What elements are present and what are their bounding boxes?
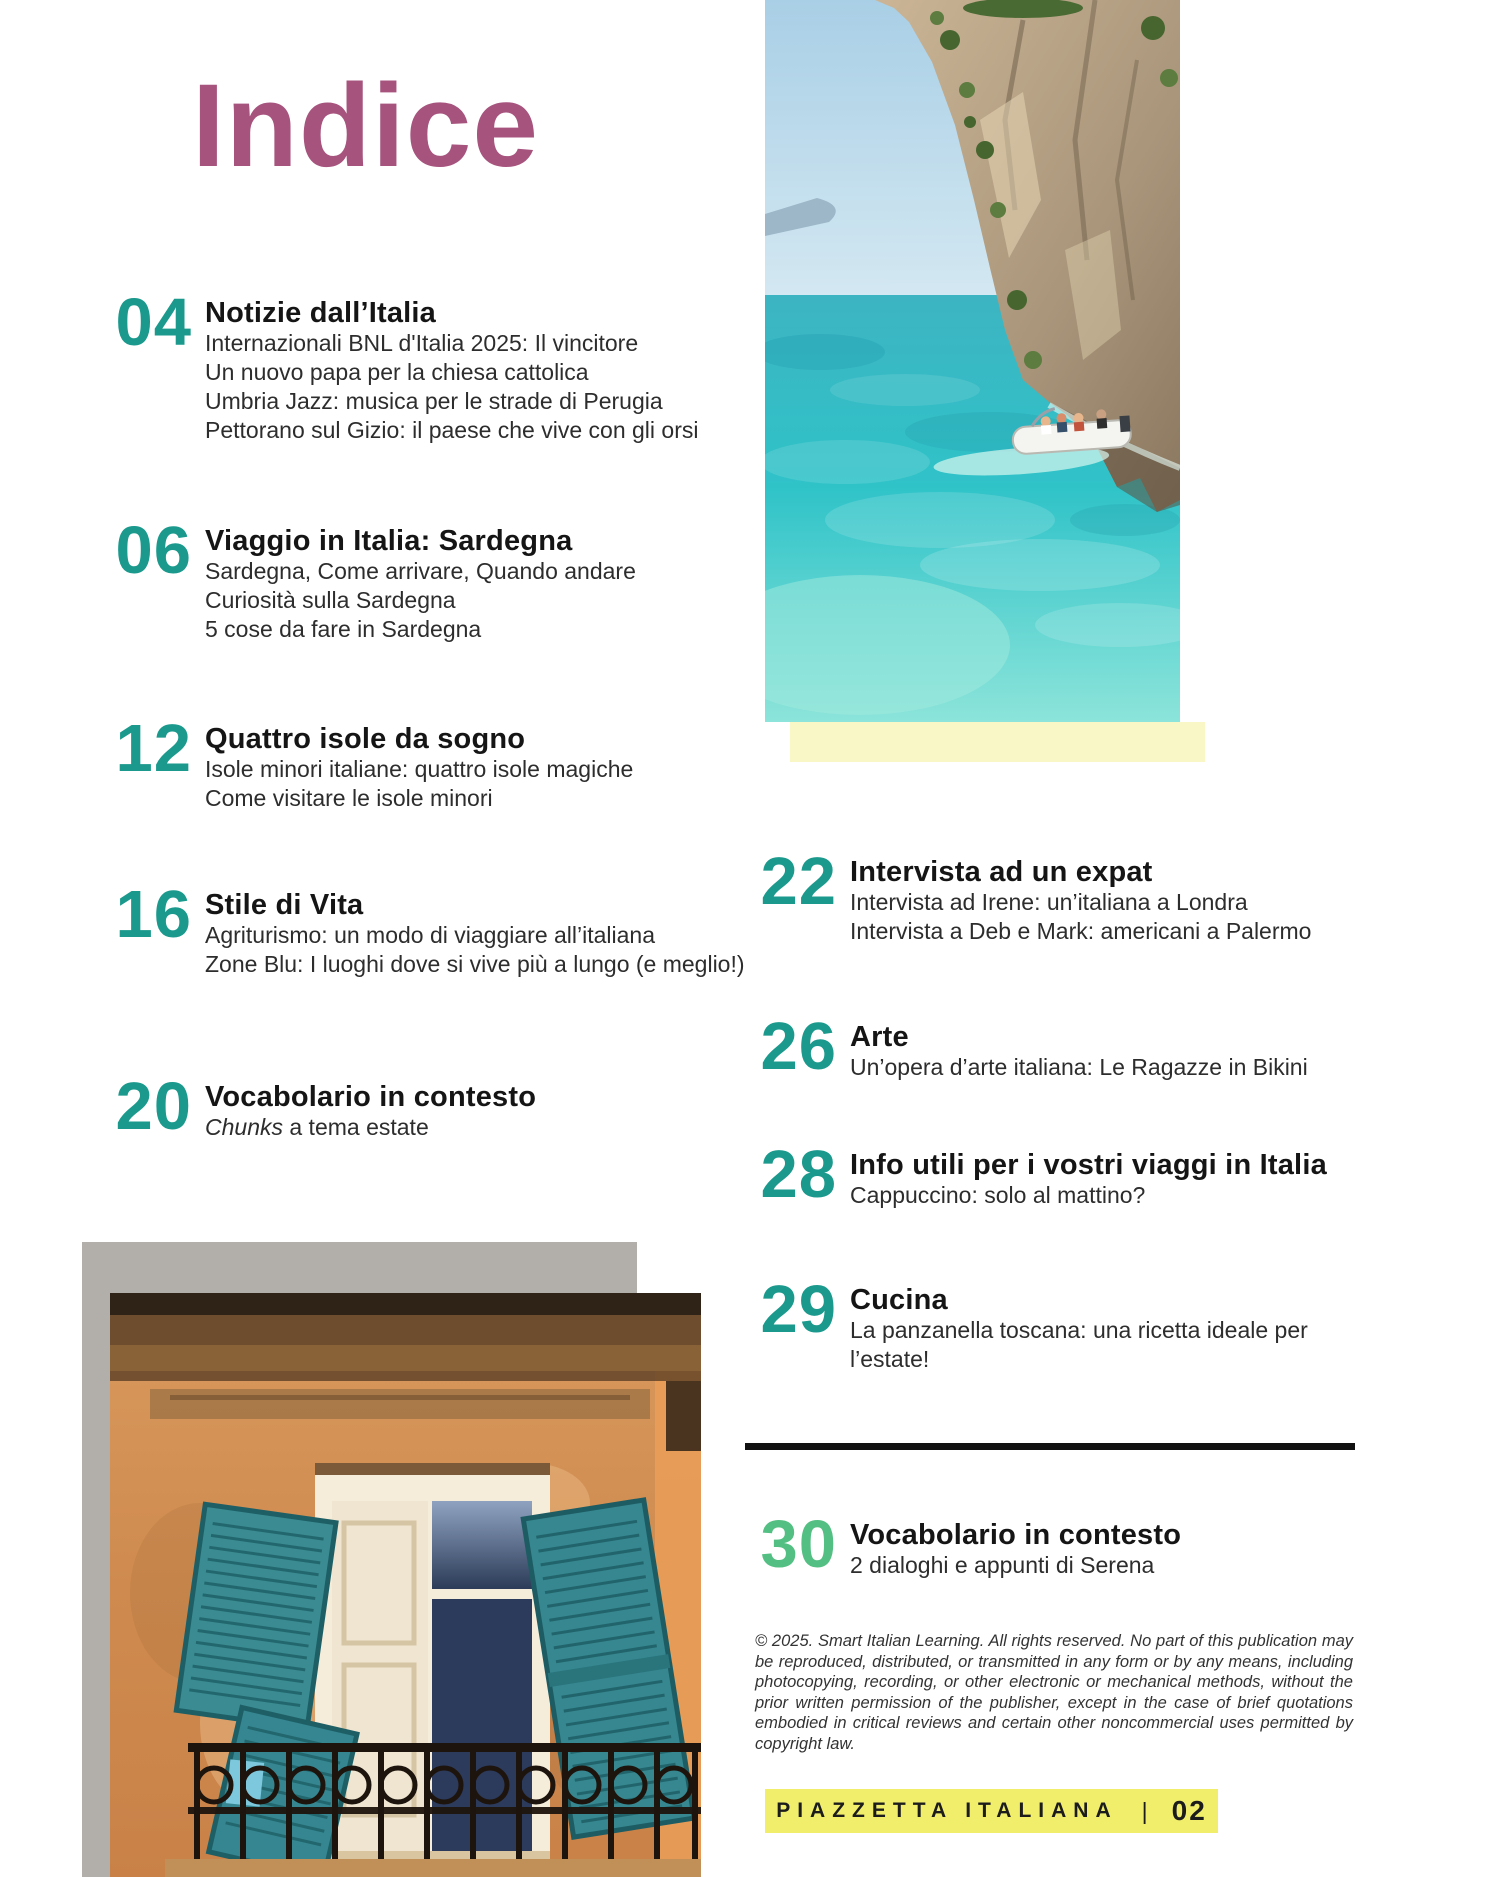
italic-lead: Chunks bbox=[205, 1114, 283, 1140]
toc-entry-page-number: 16 bbox=[115, 877, 192, 952]
left-shutter bbox=[176, 1504, 336, 1728]
toc-entry bbox=[95, 877, 785, 979]
toc-entry bbox=[95, 1069, 785, 1144]
toc-entry-line: Cappuccino: solo al mattino? bbox=[850, 1182, 1146, 1208]
toc-entry bbox=[740, 1507, 1370, 1582]
toc-entry-line: 5 cose da fare in Sardegna bbox=[205, 616, 482, 642]
toc-entry-line: Un nuovo papa per la chiesa cattolica bbox=[205, 359, 589, 385]
toc-entry-page-number: 26 bbox=[760, 1009, 837, 1084]
footer-page-number: 02 bbox=[1171, 1795, 1207, 1826]
toc-entry-line: Isole minori italiane: quattro isole magiche bbox=[205, 756, 634, 782]
toc-entry-page-number: 06 bbox=[115, 513, 192, 588]
toc-entry-page-number: 04 bbox=[115, 285, 192, 360]
toc-entry-title: Vocabolario in contesto bbox=[205, 1081, 537, 1113]
toc-entry-line bbox=[205, 1113, 785, 1142]
toc-entry-line: Internazionali BNL d'Italia 2025: Il vincitore bbox=[205, 330, 639, 356]
toc-entry-title: Viaggio in Italia: Sardegna bbox=[205, 525, 573, 557]
toc-entry-page-number: 28 bbox=[760, 1137, 837, 1212]
toc-entry-page-number: 29 bbox=[760, 1272, 837, 1347]
footer-bar bbox=[765, 1789, 1218, 1833]
yellow-accent-strip bbox=[790, 722, 1205, 762]
toc-entry-line: Sardegna, Come arrivare, Quando andare bbox=[205, 558, 636, 584]
toc-entry-page-number: 22 bbox=[760, 844, 837, 919]
toc-entry-line: Come visitare le isole minori bbox=[205, 785, 493, 811]
toc-entry-page-number: 20 bbox=[115, 1069, 192, 1144]
toc-entry-line: 2 dialoghi e appunti di Serena bbox=[850, 1552, 1155, 1578]
toc-entry-title: Quattro isole da sogno bbox=[205, 723, 526, 755]
toc-entry bbox=[740, 844, 1370, 946]
window-shutters-photo bbox=[110, 1293, 701, 1877]
toc-entry-title: Stile di Vita bbox=[205, 889, 364, 921]
toc-entry-page-number: 30 bbox=[760, 1507, 837, 1582]
toc-entry bbox=[740, 1009, 1370, 1084]
footer-separator: | bbox=[1141, 1797, 1148, 1824]
toc-entry bbox=[95, 513, 785, 644]
toc-entry-title: Intervista ad un expat bbox=[850, 856, 1153, 888]
magazine-name: PIAZZETTA ITALIANA bbox=[776, 1799, 1118, 1822]
window-shutters-illustration bbox=[110, 1293, 701, 1877]
toc-entry-line: Agriturismo: un modo di viaggiare all’italiana bbox=[205, 922, 656, 948]
section-divider bbox=[745, 1443, 1355, 1450]
page-title: Indice bbox=[192, 60, 539, 192]
toc-entry-title: Notizie dall’Italia bbox=[205, 297, 437, 329]
toc-entry-line: Umbria Jazz: musica per le strade di Perugia bbox=[205, 388, 663, 414]
toc-entry-line: Pettorano sul Gizio: il paese che vive con gli orsi bbox=[205, 417, 699, 443]
toc-entry-page-number: 12 bbox=[115, 711, 192, 786]
toc-entry bbox=[95, 285, 785, 445]
line-rest: a tema estate bbox=[282, 1114, 429, 1140]
toc-entry-title: Arte bbox=[850, 1021, 909, 1053]
toc-entry-title: Cucina bbox=[850, 1284, 948, 1316]
copyright-notice: © 2025. Smart Italian Learning. All rights reserved. No part of this publication may be reproduced, distributed, or transmitted in any form or by any means, including photocopying, recording, or other electronic or mechanical methods, without the prior written permission of the publisher, except in the case of brief quotations embodied in critical reviews and certain other noncommercial uses permitted by copyright law. bbox=[755, 1632, 1353, 1753]
toc-entry-line: Intervista ad Irene: un’italiana a Londra bbox=[850, 889, 1248, 915]
toc-entry-line: Intervista a Deb e Mark: americani a Palermo bbox=[850, 918, 1312, 944]
toc-entry-title: Vocabolario in contesto bbox=[850, 1519, 1182, 1551]
toc-entry-title: Info utili per i vostri viaggi in Italia bbox=[850, 1149, 1327, 1181]
toc-entry-line: La panzanella toscana: una ricetta ideale per l’estate! bbox=[850, 1317, 1308, 1372]
toc-entry bbox=[740, 1137, 1370, 1212]
sardinia-coast-photo bbox=[765, 0, 1180, 722]
toc-entry-line: Curiosità sulla Sardegna bbox=[205, 587, 456, 613]
toc-entry-line: Zone Blu: I luoghi dove si vive più a lungo (e meglio!) bbox=[205, 951, 745, 977]
toc-entry bbox=[95, 711, 785, 813]
toc-entry bbox=[740, 1272, 1370, 1374]
sardinia-coast-illustration bbox=[765, 0, 1180, 722]
toc-entry-line: Un’opera d’arte italiana: Le Ragazze in Bikini bbox=[850, 1054, 1308, 1080]
